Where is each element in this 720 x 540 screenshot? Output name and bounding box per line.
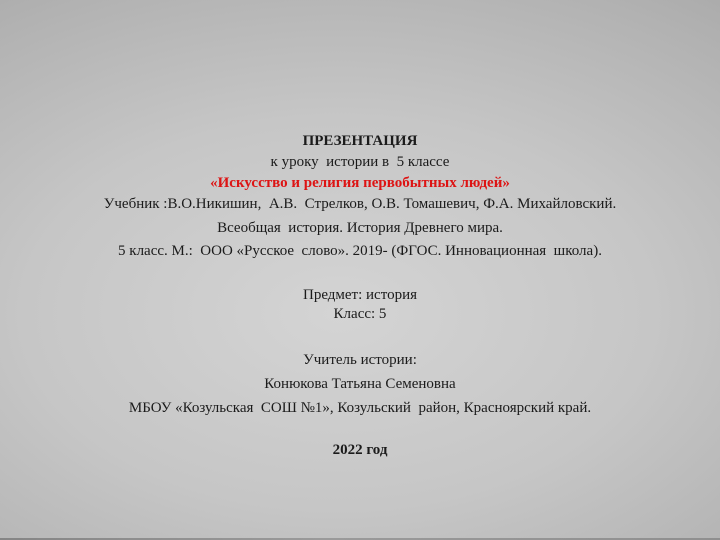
header-block bbox=[0, 131, 720, 215]
year-line: 2022 год bbox=[332, 442, 388, 458]
textbook-block bbox=[0, 217, 720, 263]
teacher-name: Конюкова Татьяна Семеновна bbox=[264, 376, 456, 392]
subject-block bbox=[0, 286, 720, 324]
year-block bbox=[0, 440, 720, 461]
grade-line: Класс: 5 bbox=[333, 306, 387, 322]
textbook-edition-line: 5 класс. М.: ООО «Русское слово». 2019- (ФГОС. Инновационная школа). bbox=[118, 243, 602, 259]
teacher-label: Учитель истории: bbox=[303, 352, 417, 368]
slide-subtitle: к уроку истории в 5 классе bbox=[270, 154, 450, 170]
textbook-name-line: Всеобщая история. История Древнего мира. bbox=[217, 220, 503, 236]
subject-line: Предмет: история bbox=[302, 287, 418, 303]
slide-title: ПРЕЗЕНТАЦИЯ bbox=[302, 133, 418, 149]
lesson-title: «Искусство и религия первобытных людей» bbox=[210, 175, 510, 191]
school-line: МБОУ «Козульская СОШ №1», Козульский район, Красноярский край. bbox=[128, 400, 592, 416]
textbook-authors-line: Учебник :В.О.Никишин, А.В. Стрелков, О.В. Томашевич, Ф.А. Михайловский. bbox=[103, 196, 617, 212]
teacher-block bbox=[0, 348, 720, 420]
